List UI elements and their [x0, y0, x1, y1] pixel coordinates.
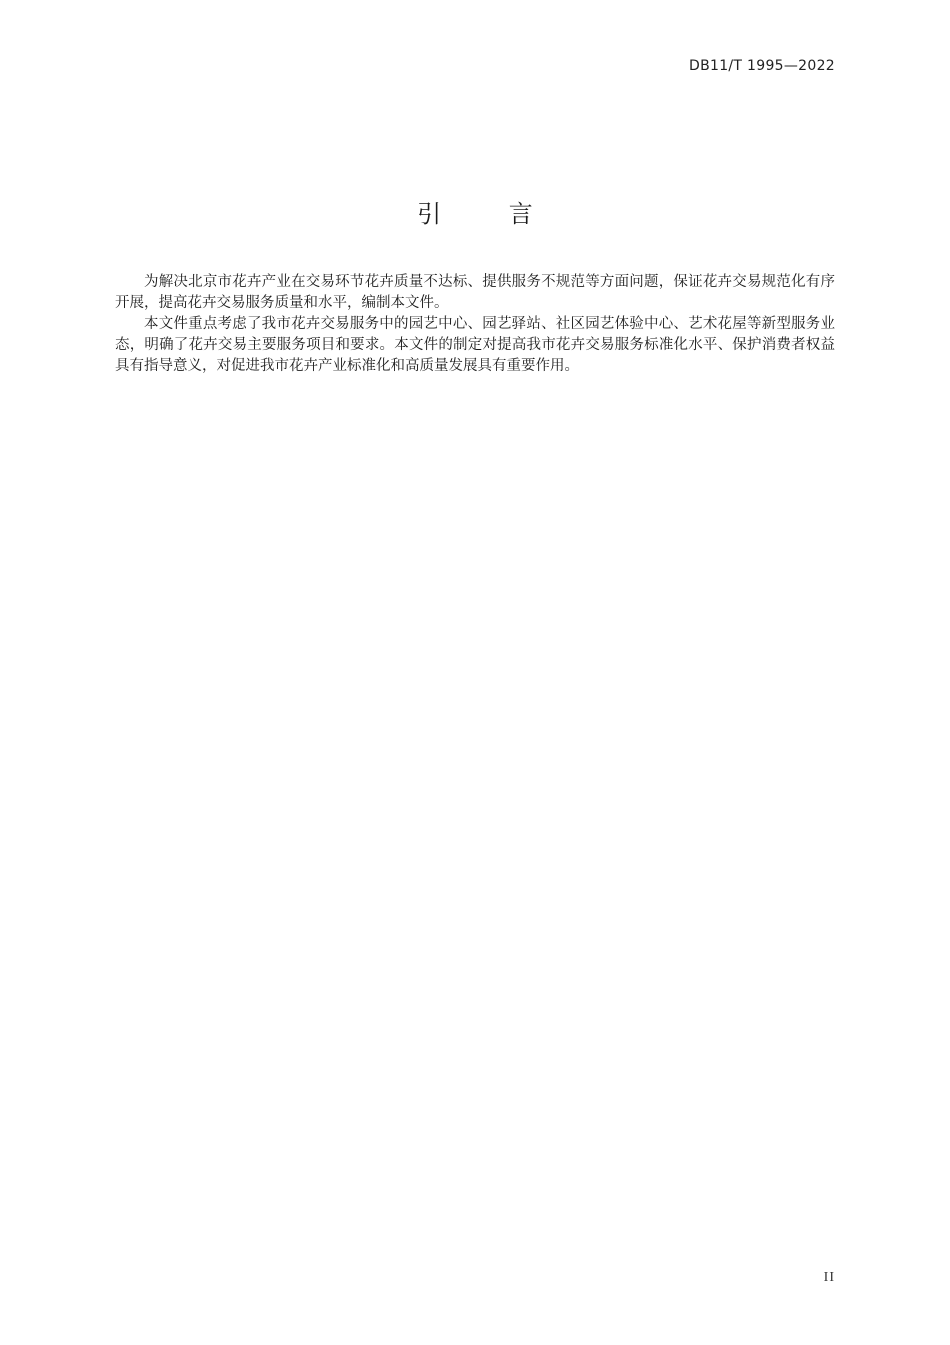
- paragraph: 为解决北京市花卉产业在交易环节花卉质量不达标、提供服务不规范等方面问题，保证花卉交易规范化有序开展，提高花卉交易服务质量和水平，编制本文件。: [115, 274, 835, 311]
- paragraph: 本文件重点考虑了我市花卉交易服务中的园艺中心、园艺驿站、社区园艺体验中心、艺术花屋等新型服务业态，明确了花卉交易主要服务项目和要求。本文件的制定对提高我市花卉交易服务标准化水平、保护消费者权益具有指导意义，对促进我市花卉产业标准化和高质量发展具有重要作用。: [115, 316, 835, 374]
- body-text: [115, 272, 835, 377]
- standard-code: DB11/T 1995—2022: [689, 58, 835, 74]
- section-title: 引 言: [417, 200, 563, 228]
- page-number: II: [823, 1270, 835, 1285]
